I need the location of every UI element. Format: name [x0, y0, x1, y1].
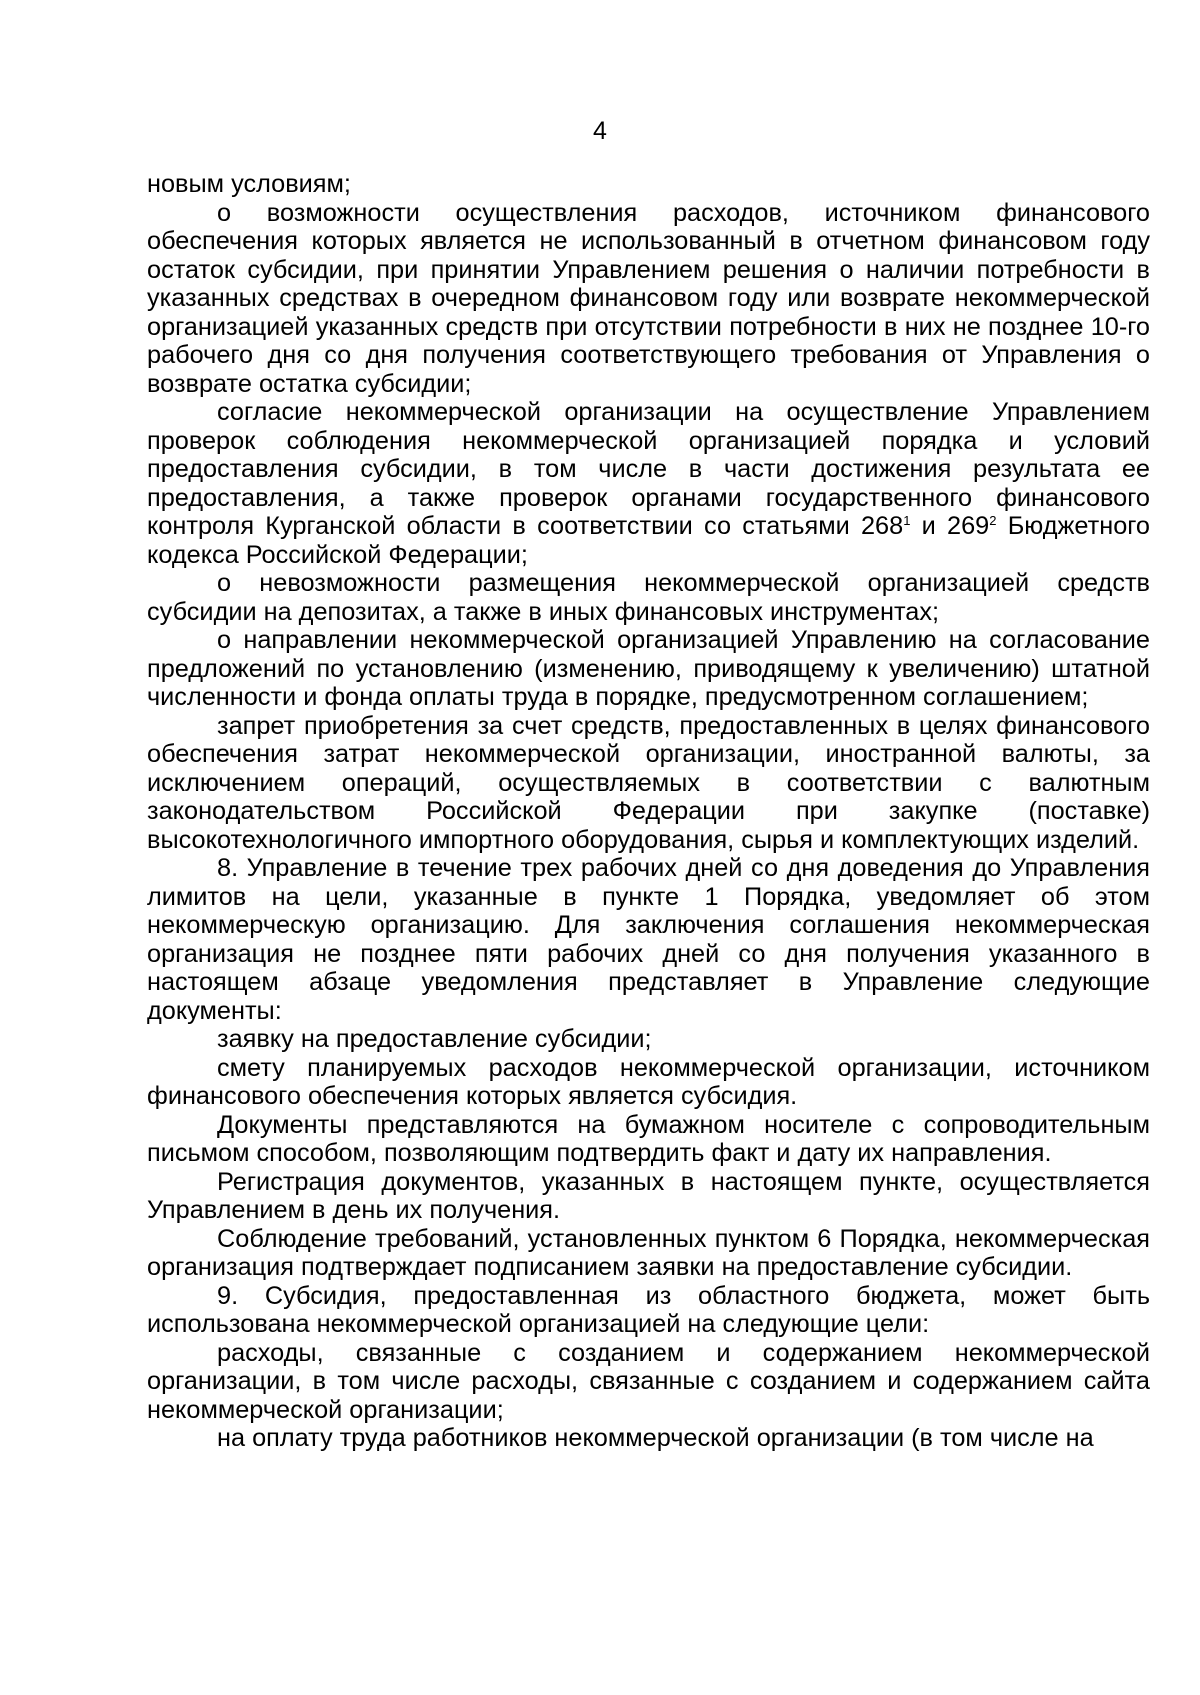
- paragraph-item-9: 9. Субсидия, предоставленная из областного бюджета, может быть использована некоммерческой организацией на следующие цели:: [147, 1281, 1150, 1338]
- paragraph-estimate: смету планируемых расходов некоммерческой организации, источником финансового обеспечения которых является субсидия.: [147, 1053, 1150, 1110]
- paragraph-documents-submission: Документы представляются на бумажном носителе с сопроводительным письмом способом, позволяющим подтвердить факт и дату их направления.: [147, 1110, 1150, 1167]
- page-number: 4: [593, 117, 607, 145]
- paragraph-unused-balance: о возможности осуществления расходов, источником финансового обеспечения которых является не использованный в отчетном финансовом году остаток субсидии, при принятии Управлением решения о наличии потребности в указанных средствах в очередном финансовом году или возврате некоммерческой организацией указанных средств при отсутствии потребности в них не позднее 10-го рабочего дня со дня получения соответствующего требования от Управления о возврате остатка субсидии;: [147, 198, 1150, 398]
- paragraph-currency-ban: запрет приобретения за счет средств, предоставленных в целях финансового обеспечения затрат некоммерческой организации, иностранной валюты, за исключением операций, осуществляемых в соответствии с валютным законодательством Российской Федерации при закупке (поставке) высокотехнологичного импортного оборудования, сырья и комплектующих изделий.: [147, 711, 1150, 854]
- consent-text-part-2: и 269: [910, 512, 990, 540]
- paragraph-item-8: 8. Управление в течение трех рабочих дней со дня доведения до Управления лимитов на цели, указанные в пункте 1 Порядка, уведомляет об этом некоммерческую организацию. Для заключения соглашения некоммерческая организация не позднее пяти рабочих дней со дня получения указанного в настоящем абзаце уведомления представляет в Управление следующие документы:: [147, 854, 1150, 1025]
- paragraph-maintenance-costs: расходы, связанные с созданием и содержанием некоммерческой организации, в том числе расходы, связанные с созданием и содержанием сайта некоммерческой организации;: [147, 1338, 1150, 1424]
- superscript-1: 1: [903, 513, 911, 528]
- paragraph-registration: Регистрация документов, указанных в настоящем пункте, осуществляется Управлением в день их получения.: [147, 1167, 1150, 1224]
- paragraph-continuation: новым условиям;: [147, 170, 351, 198]
- superscript-2: 2: [989, 513, 997, 528]
- paragraph-consent-inspections: [147, 398, 1150, 569]
- paragraph-staffing-proposals: о направлении некоммерческой организацией Управлению на согласование предложений по установлению (изменению, приводящему к увеличению) штатной численности и фонда оплаты труда в порядке, предусмотренном соглашением;: [147, 626, 1150, 711]
- paragraph-salary: на оплату труда работников некоммерческой организации (в том числе на: [217, 1424, 1094, 1452]
- paragraph-application: заявку на предоставление субсидии;: [217, 1025, 652, 1053]
- consent-text-part-3: Бюджетного кодекса Российской Федерации;: [147, 512, 1150, 569]
- paragraph-deposits: о невозможности размещения некоммерческой организацией средств субсидии на депозитах, а также в иных финансовых инструментах;: [147, 569, 1150, 626]
- paragraph-compliance: Соблюдение требований, установленных пунктом 6 Порядка, некоммерческая организация подтверждает подписанием заявки на предоставление субсидии.: [147, 1224, 1150, 1281]
- document-body: [147, 170, 1150, 1453]
- consent-text-part-1: согласие некоммерческой организации на осуществление Управлением проверок соблюдения некоммерческой организацией порядка и условий предоставления субсидии, в том числе в части достижения результата ее предоставления, а также проверок органами государственного финансового контроля Курганской области в соответствии со статьями 268: [147, 398, 1150, 540]
